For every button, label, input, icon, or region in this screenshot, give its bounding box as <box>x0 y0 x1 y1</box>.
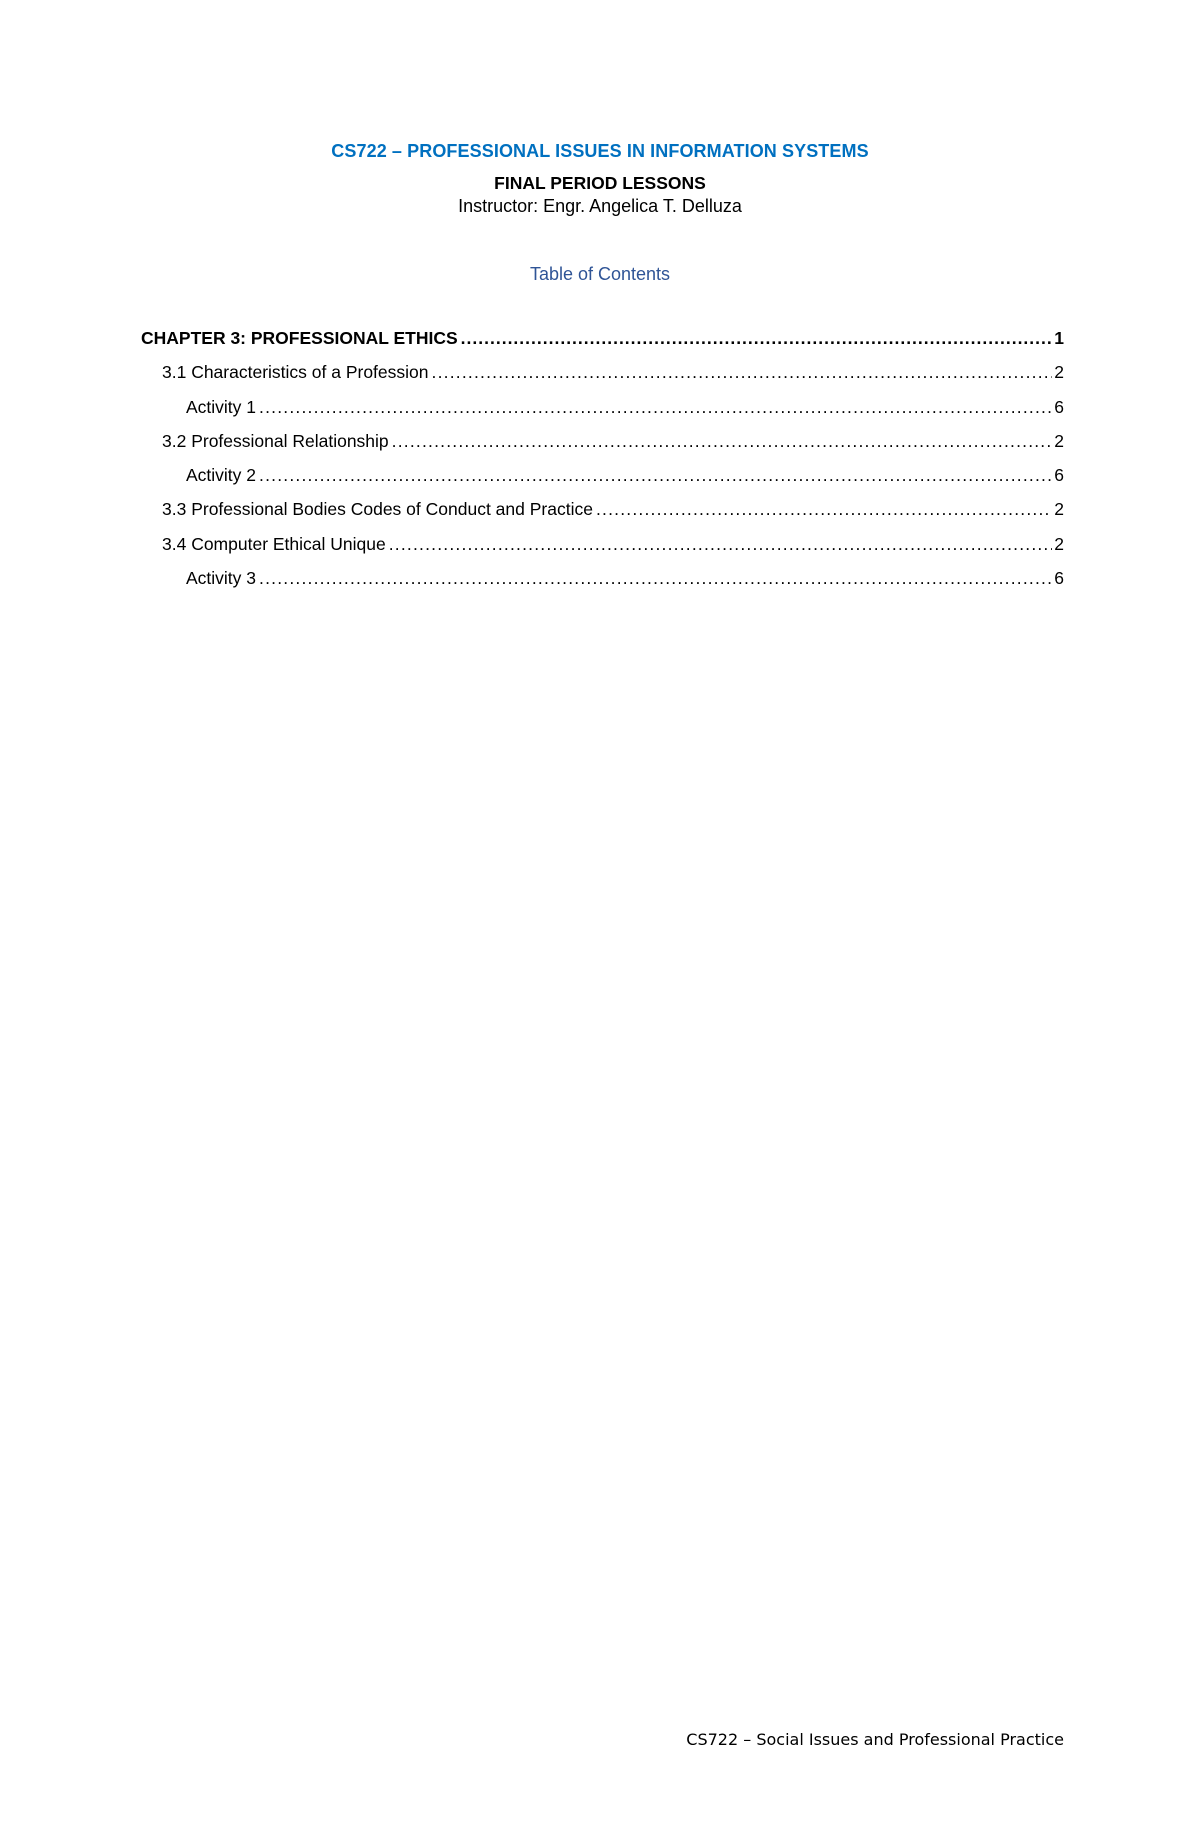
toc-entry-label: Activity 3 <box>186 568 257 589</box>
course-title: CS722 – PROFESSIONAL ISSUES IN INFORMATION SYSTEMS <box>331 141 869 161</box>
toc-dot-leader <box>259 465 1052 486</box>
toc-dot-leader <box>259 568 1052 589</box>
toc-entry-label: 3.3 Professional Bodies Codes of Conduct and Practice <box>162 499 593 520</box>
toc-entry[interactable] <box>141 328 1064 362</box>
toc-dot-leader <box>259 397 1052 418</box>
toc-entry[interactable] <box>141 431 1064 465</box>
toc-entry-page: 2 <box>1054 430 1064 451</box>
toc-dot-leader <box>432 362 1053 383</box>
toc-heading: Table of Contents <box>529 264 671 284</box>
toc-entry-page: 2 <box>1054 362 1064 383</box>
toc-entry-label: 3.2 Professional Relationship <box>162 430 389 451</box>
toc-entry[interactable] <box>141 397 1064 431</box>
toc-dot-leader <box>392 431 1053 452</box>
toc-entry-page: 2 <box>1054 499 1064 520</box>
toc-entry[interactable] <box>141 499 1064 533</box>
instructor-line: Instructor: Engr. Angelica T. Delluza <box>458 196 742 216</box>
page-footer: CS722 – Social Issues and Professional Practice <box>686 1730 1064 1749</box>
toc-dot-leader <box>389 534 1053 555</box>
toc-entry-label: Activity 1 <box>186 396 257 417</box>
toc-dot-leader <box>461 328 1053 349</box>
toc-entry-page: 1 <box>1054 328 1064 348</box>
period-title: FINAL PERIOD LESSONS <box>494 173 706 193</box>
toc-entry-label: 3.4 Computer Ethical Unique <box>162 533 386 554</box>
toc-entry-page: 6 <box>1054 568 1064 589</box>
toc-entry[interactable] <box>141 568 1064 602</box>
toc-entry-label: Activity 2 <box>186 465 257 486</box>
toc-entry-label: 3.1 Characteristics of a Profession <box>162 362 429 383</box>
toc-entry-page: 6 <box>1054 465 1064 486</box>
toc-entry-page: 6 <box>1054 396 1064 417</box>
toc-entry[interactable] <box>141 362 1064 396</box>
toc-entry-page: 2 <box>1054 533 1064 554</box>
toc-entry-label: CHAPTER 3: PROFESSIONAL ETHICS <box>141 328 458 348</box>
table-of-contents <box>141 328 1064 602</box>
toc-dot-leader <box>596 499 1052 520</box>
toc-entry[interactable] <box>141 465 1064 499</box>
toc-entry[interactable] <box>141 534 1064 568</box>
